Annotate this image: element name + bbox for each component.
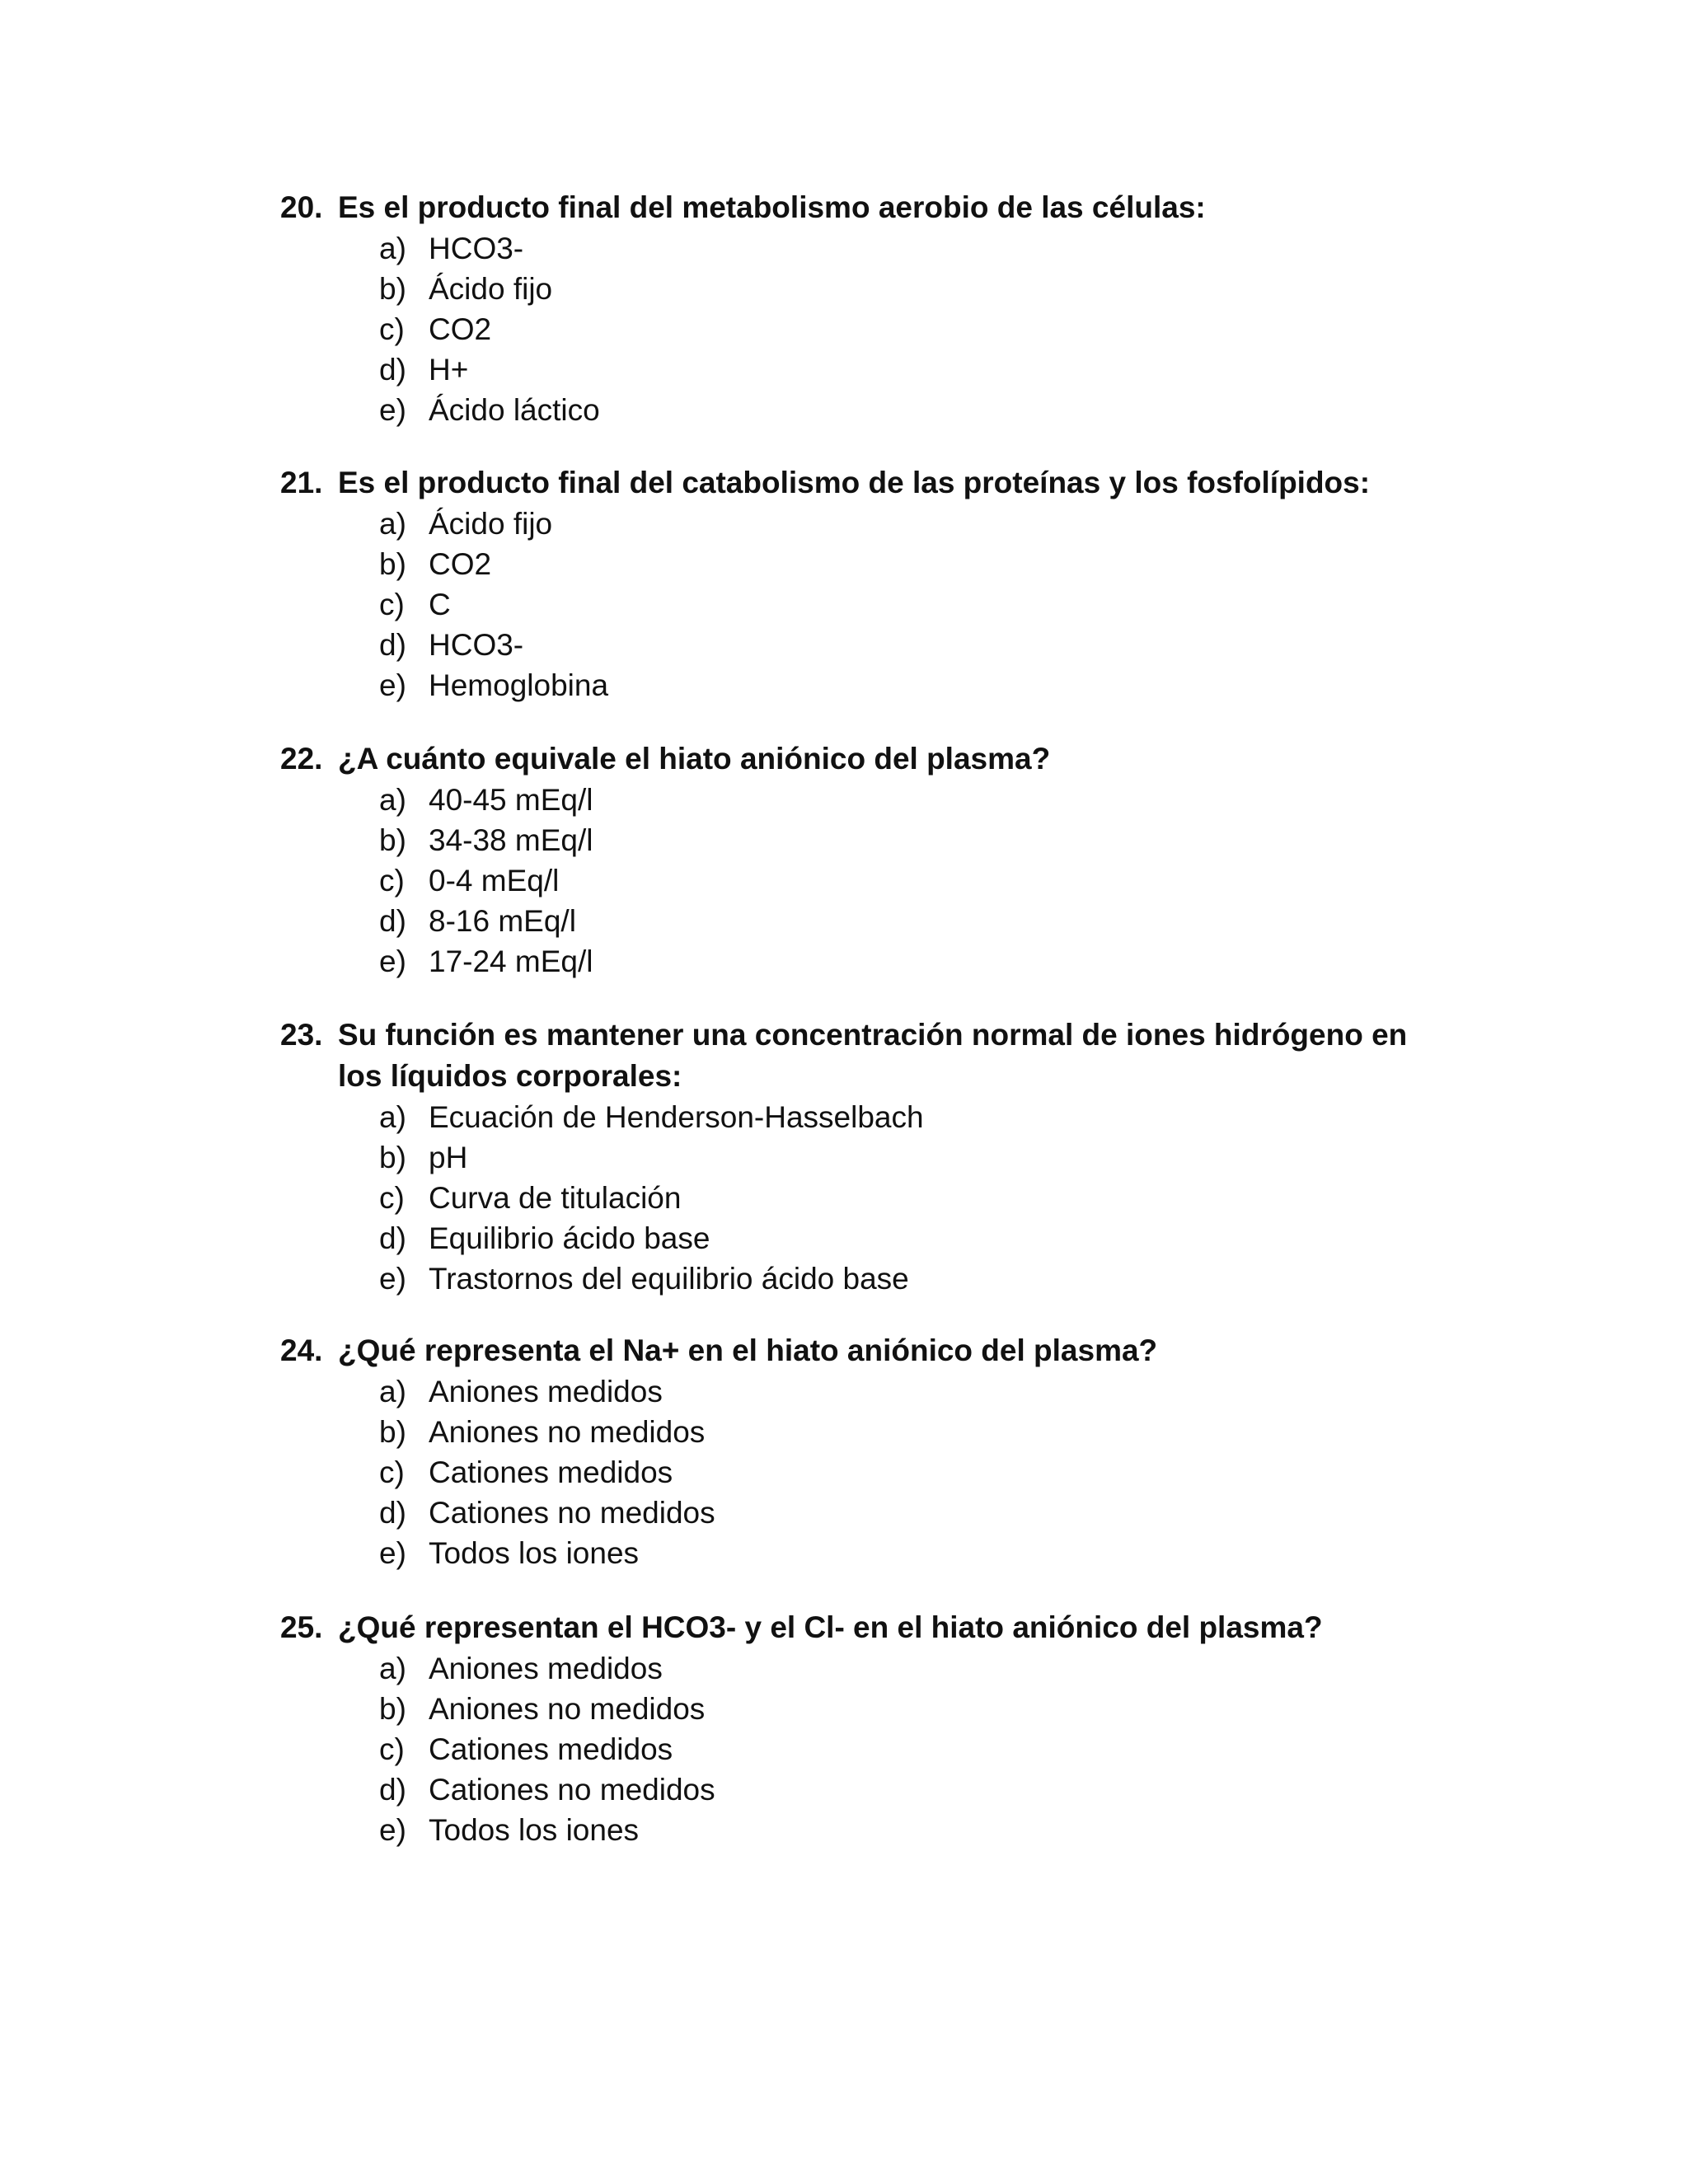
option-text: CO2	[429, 547, 492, 581]
option-text: H+	[429, 353, 469, 387]
option-letter: b)	[379, 823, 406, 857]
option-d	[379, 901, 1451, 941]
option-text: 8-16 mEq/l	[429, 904, 576, 938]
option-b	[379, 1412, 1451, 1452]
question-21	[280, 462, 1451, 705]
option-letter: d)	[379, 628, 406, 662]
option-d	[379, 1769, 1451, 1810]
question-heading	[280, 462, 1451, 504]
option-letter: b)	[379, 1141, 406, 1174]
option-b	[379, 820, 1451, 860]
option-a	[379, 504, 1451, 544]
option-list	[280, 228, 1451, 430]
option-text: Aniones medidos	[429, 1652, 663, 1685]
question-25	[280, 1607, 1451, 1850]
option-text: Ácido láctico	[429, 393, 600, 427]
question-number: 22.	[280, 742, 323, 776]
option-c	[379, 584, 1451, 625]
option-e	[379, 1533, 1451, 1573]
option-text: Trastornos del equilibrio ácido base	[429, 1262, 909, 1296]
option-c	[379, 309, 1451, 349]
option-b	[379, 1137, 1451, 1178]
option-a	[379, 1371, 1451, 1412]
option-text: Cationes no medidos	[429, 1496, 715, 1530]
question-text: Su función es mantener una concentración normal de iones hidrógeno en los líquidos corporales:	[338, 1018, 1408, 1093]
option-text: Ácido fijo	[429, 272, 553, 306]
option-c	[379, 860, 1451, 901]
question-text: ¿Qué representan el HCO3- y el Cl- en el hiato aniónico del plasma?	[338, 1610, 1323, 1644]
option-letter: e)	[379, 393, 406, 427]
question-number: 25.	[280, 1610, 323, 1644]
question-23	[280, 1015, 1451, 1299]
option-text: C	[429, 588, 451, 621]
option-d	[379, 1493, 1451, 1533]
option-letter: b)	[379, 547, 406, 581]
option-text: Aniones medidos	[429, 1375, 663, 1408]
option-letter: c)	[379, 1732, 405, 1766]
option-e	[379, 941, 1451, 982]
question-20	[280, 187, 1451, 430]
option-letter: a)	[379, 507, 406, 541]
option-e	[379, 390, 1451, 430]
option-text: Aniones no medidos	[429, 1415, 706, 1449]
option-d	[379, 349, 1451, 390]
option-letter: e)	[379, 1536, 406, 1570]
option-text: Curva de titulación	[429, 1181, 682, 1215]
option-text: HCO3-	[429, 232, 524, 265]
option-list	[280, 504, 1451, 705]
option-text: Todos los iones	[429, 1813, 640, 1847]
option-list	[280, 1097, 1451, 1299]
option-text: Cationes medidos	[429, 1732, 673, 1766]
question-heading	[280, 1330, 1451, 1371]
option-letter: c)	[379, 312, 405, 346]
option-letter: b)	[379, 1415, 406, 1449]
option-a	[379, 228, 1451, 269]
option-letter: e)	[379, 1262, 406, 1296]
option-b	[379, 1689, 1451, 1729]
option-letter: a)	[379, 1375, 406, 1408]
option-letter: e)	[379, 1813, 406, 1847]
option-text: Todos los iones	[429, 1536, 640, 1570]
option-letter: d)	[379, 1221, 406, 1255]
question-heading	[280, 738, 1451, 780]
question-24	[280, 1330, 1451, 1573]
option-list	[280, 780, 1451, 982]
option-text: Hemoglobina	[429, 668, 609, 702]
option-a	[379, 780, 1451, 820]
option-text: Equilibrio ácido base	[429, 1221, 710, 1255]
option-c	[379, 1729, 1451, 1769]
option-letter: a)	[379, 783, 406, 817]
option-c	[379, 1178, 1451, 1218]
question-text: Es el producto final del metabolismo aerobio de las células:	[338, 190, 1206, 224]
question-number: 20.	[280, 190, 323, 224]
option-letter: c)	[379, 864, 405, 898]
option-text: pH	[429, 1141, 468, 1174]
question-heading	[280, 1607, 1451, 1648]
option-a	[379, 1648, 1451, 1689]
option-e	[379, 665, 1451, 705]
option-text: 40-45 mEq/l	[429, 783, 593, 817]
option-e	[379, 1810, 1451, 1850]
option-a	[379, 1097, 1451, 1137]
question-22	[280, 738, 1451, 982]
option-list	[280, 1648, 1451, 1850]
option-text: HCO3-	[429, 628, 524, 662]
option-b	[379, 544, 1451, 584]
option-text: CO2	[429, 312, 492, 346]
question-text: ¿A cuánto equivale el hiato aniónico del plasma?	[338, 742, 1051, 776]
question-number: 21.	[280, 466, 323, 499]
option-letter: d)	[379, 904, 406, 938]
option-text: Cationes no medidos	[429, 1773, 715, 1807]
option-letter: c)	[379, 1181, 405, 1215]
option-text: Cationes medidos	[429, 1455, 673, 1489]
option-letter: e)	[379, 944, 406, 978]
question-text: Es el producto final del catabolismo de las proteínas y los fosfolípidos:	[338, 466, 1371, 499]
option-letter: b)	[379, 1692, 406, 1726]
option-e	[379, 1258, 1451, 1299]
option-text: Ácido fijo	[429, 507, 553, 541]
option-letter: a)	[379, 1652, 406, 1685]
option-letter: a)	[379, 232, 406, 265]
option-list	[280, 1371, 1451, 1573]
option-text: 0-4 mEq/l	[429, 864, 560, 898]
option-letter: d)	[379, 353, 406, 387]
option-letter: a)	[379, 1100, 406, 1134]
option-d	[379, 1218, 1451, 1258]
question-number: 24.	[280, 1333, 323, 1367]
option-text: 34-38 mEq/l	[429, 823, 593, 857]
option-letter: c)	[379, 588, 405, 621]
question-text: ¿Qué representa el Na+ en el hiato aniónico del plasma?	[338, 1333, 1158, 1367]
option-letter: d)	[379, 1773, 406, 1807]
question-number: 23.	[280, 1018, 323, 1052]
option-text: Aniones no medidos	[429, 1692, 706, 1726]
option-letter: d)	[379, 1496, 406, 1530]
option-letter: c)	[379, 1455, 405, 1489]
option-c	[379, 1452, 1451, 1493]
option-d	[379, 625, 1451, 665]
option-text: 17-24 mEq/l	[429, 944, 593, 978]
option-text: Ecuación de Henderson-Hasselbach	[429, 1100, 924, 1134]
option-letter: e)	[379, 668, 406, 702]
question-heading	[280, 1015, 1451, 1097]
question-heading	[280, 187, 1451, 228]
option-b	[379, 269, 1451, 309]
option-letter: b)	[379, 272, 406, 306]
